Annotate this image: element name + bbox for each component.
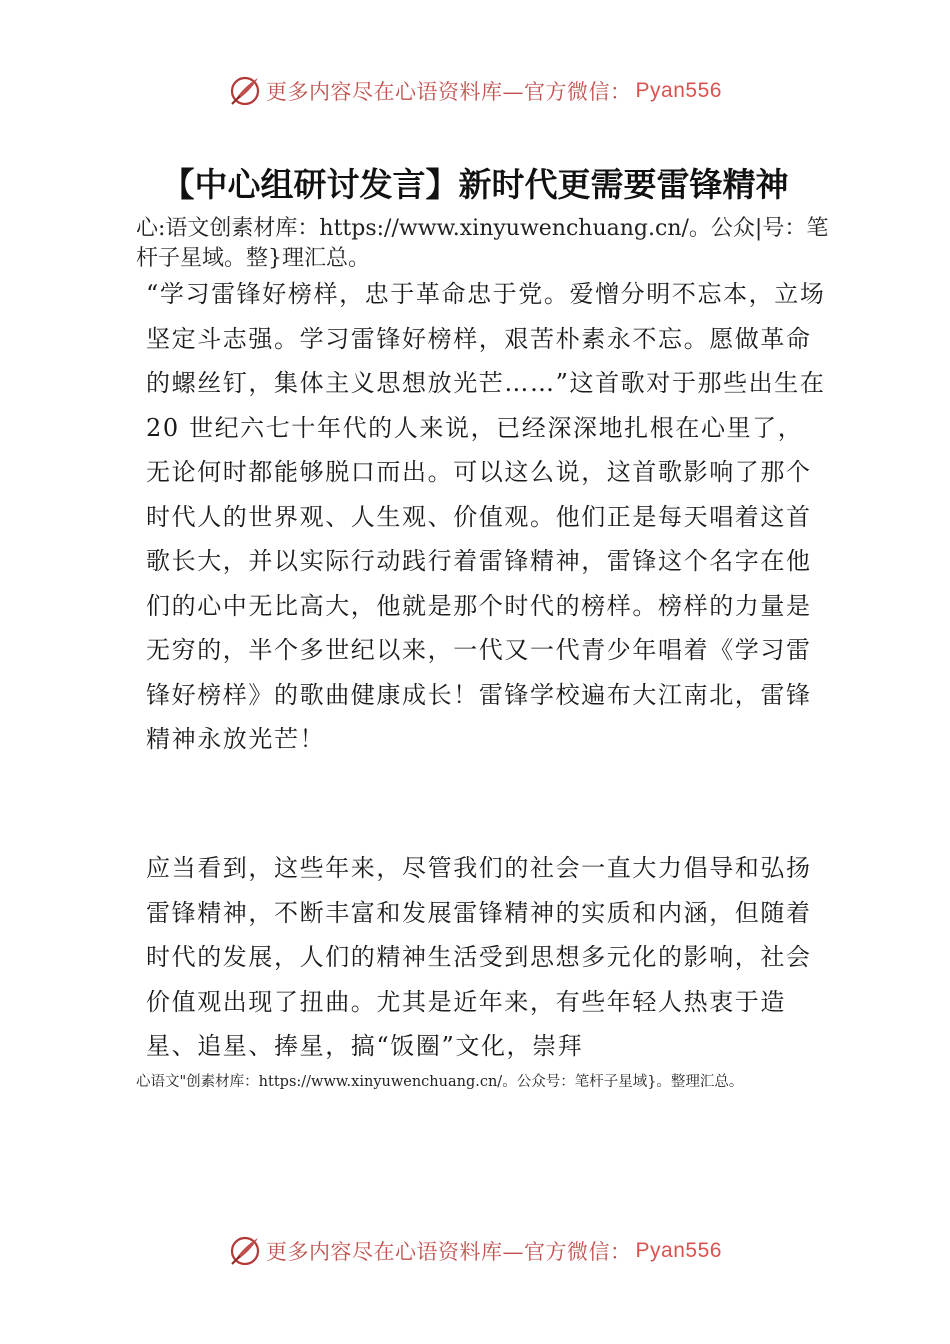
banner-wechat-id: Pyan556	[635, 1239, 722, 1262]
feather-pen-logo-icon	[228, 74, 262, 108]
banner-text: 更多内容尽在心语资料库—官方微信：	[266, 1240, 632, 1264]
footer-note: 心语文"创素材库：https://www.xinyuwenchuang.cn/。公众号：笔杆子星域}。整理汇总。	[136, 1074, 744, 1090]
header-banner	[0, 74, 950, 108]
banner-text: 更多内容尽在心语资料库—官方微信：	[266, 80, 632, 104]
paragraph-2: 应当看到，这些年来，尽管我们的社会一直大力倡导和弘扬雷锋精神，不断丰富和发展雷锋精神的实质和内涵，但随着时代的发展，人们的精神生活受到思想多元化的影响，社会价值观出现了扭曲。尤其是近年来，有些年轻人热衷于造星、追星、捧星，搞“饭圈”文化，崇拜	[146, 854, 812, 1060]
paragraph-1: “学习雷锋好榜样，忠于革命忠于党。爱憎分明不忘本，立场坚定斗志强。学习雷锋好榜样，艰苦朴素永不忘。愿做革命的螺丝钉，集体主义思想放光芒……”这首歌对于那些出生在 20 世纪六七十年代的人来说，已经深深地扎根在心里了，无论何时都能够脱口而出。可以这么说，这首歌影响了那个时代人的世界观、人生观、价值观。他们正是每天唱着这首歌长大，并以实际行动践行着雷锋精神，雷锋这个名字在他们的心中无比高大，他就是那个时代的榜样。榜样的力量是无穷的，半个多世纪以来，一代又一代青少年唱着《学习雷锋好榜样》的歌曲健康成长！雷锋学校遍布大江南北，雷锋精神永放光芒！	[146, 280, 826, 753]
footer-banner	[0, 1234, 950, 1268]
document-title: 【中心组研讨发言】新时代更需要雷锋精神	[161, 165, 789, 204]
banner-wechat-id: Pyan556	[635, 79, 722, 102]
source-line: 心:语文创素材库：https://www.xinyuwenchuang.cn/。公众|号：笔杆子星域。整}理汇总。	[136, 216, 829, 271]
feather-pen-logo-icon	[228, 1234, 262, 1268]
